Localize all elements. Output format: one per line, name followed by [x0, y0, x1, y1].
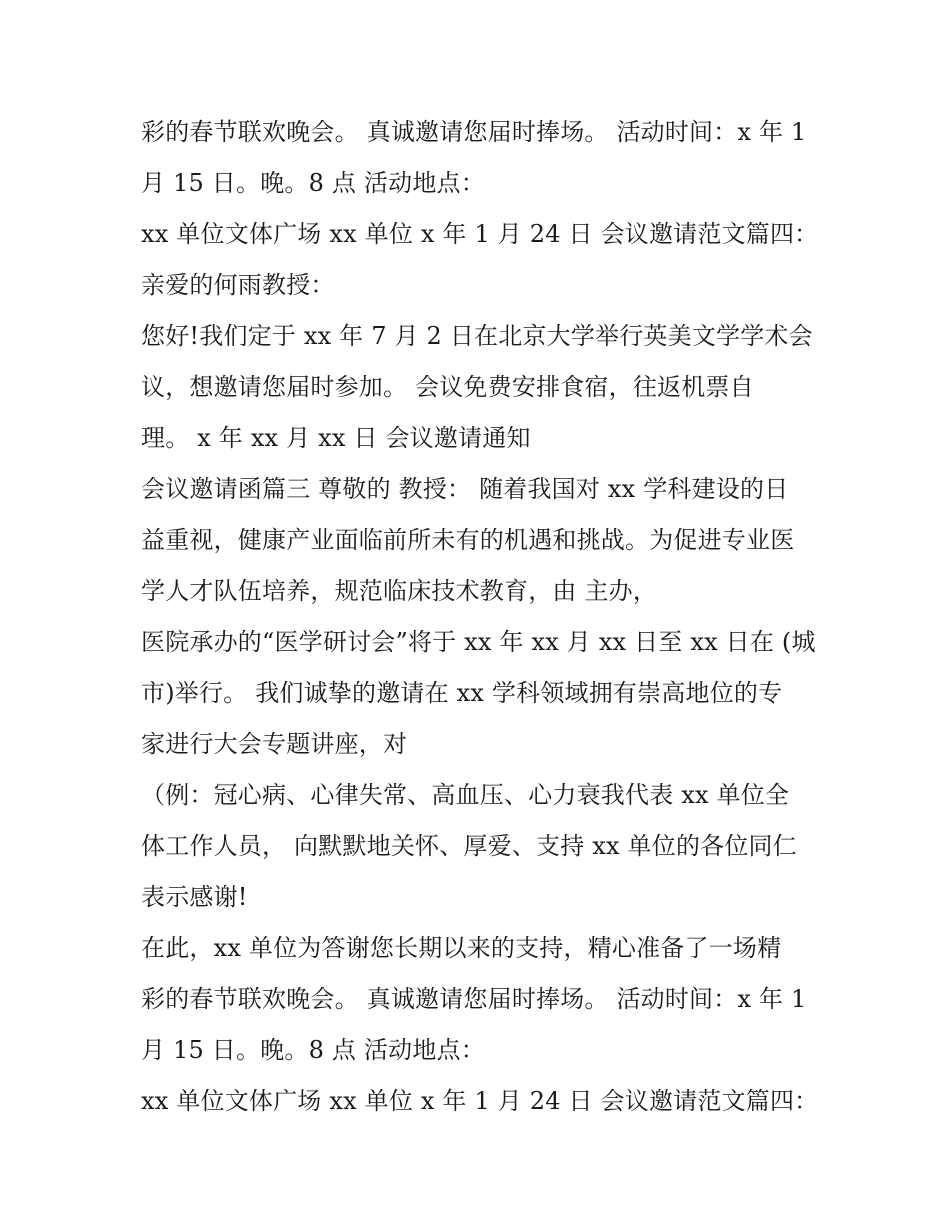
text-line: 学人才队伍培养，规范临床技术教育，由 主办， [141, 577, 658, 605]
text-line: 理。 x 年 xx 月 xx 日 会议邀请通知 [141, 424, 531, 452]
text-line: xx 单位文体广场 xx 单位 x 年 1 月 24 日 会议邀请范文篇四： [141, 1087, 819, 1115]
text-line: xx 单位文体广场 xx 单位 x 年 1 月 24 日 会议邀请范文篇四： [141, 220, 819, 248]
text-line: 医院承办的“医学研讨会”将于 xx 年 xx 月 xx 日至 xx 日在 (城 [141, 628, 816, 656]
text-line: 月 15 日。晚。8 点 活动地点： [141, 169, 485, 197]
text-line: 彩的春节联欢晚会。 真诚邀请您届时捧场。 活动时间：x 年 1 [141, 118, 807, 146]
text-line: 议，想邀请您届时参加。 会议免费安排食宿，往返机票自 [141, 373, 754, 401]
text-line: 表示感谢! [141, 883, 248, 911]
text-line: 月 15 日。晚。8 点 活动地点： [141, 1036, 485, 1064]
text-line: （例：冠心病、心律失常、高血压、心力衰我代表 xx 单位全 [141, 781, 790, 809]
text-line: 在此，xx 单位为答谢您长期以来的支持，精心准备了一场精 [141, 934, 782, 962]
text-line: 益重视，健康产业面临前所未有的机遇和挑战。为促进专业医 [141, 526, 795, 554]
text-line: 彩的春节联欢晚会。 真诚邀请您届时捧场。 活动时间：x 年 1 [141, 985, 807, 1013]
text-line: 市)举行。 我们诚挚的邀请在 xx 学科领域拥有崇高地位的专 [141, 679, 783, 707]
document-body [141, 107, 841, 1127]
text-line: 您好!我们定于 xx 年 7 月 2 日在北京大学举行英美文学学术会 [141, 322, 813, 350]
text-line: 会议邀请函篇三 尊敬的 教授： 随着我国对 xx 学科建设的日 [141, 475, 789, 503]
text-line: 亲爱的何雨教授： [141, 271, 335, 299]
text-line: 体工作人员， 向默默地关怀、厚爱、支持 xx 单位的各位同仁 [141, 832, 797, 860]
text-line: 家进行大会专题讲座，对 [141, 730, 408, 758]
